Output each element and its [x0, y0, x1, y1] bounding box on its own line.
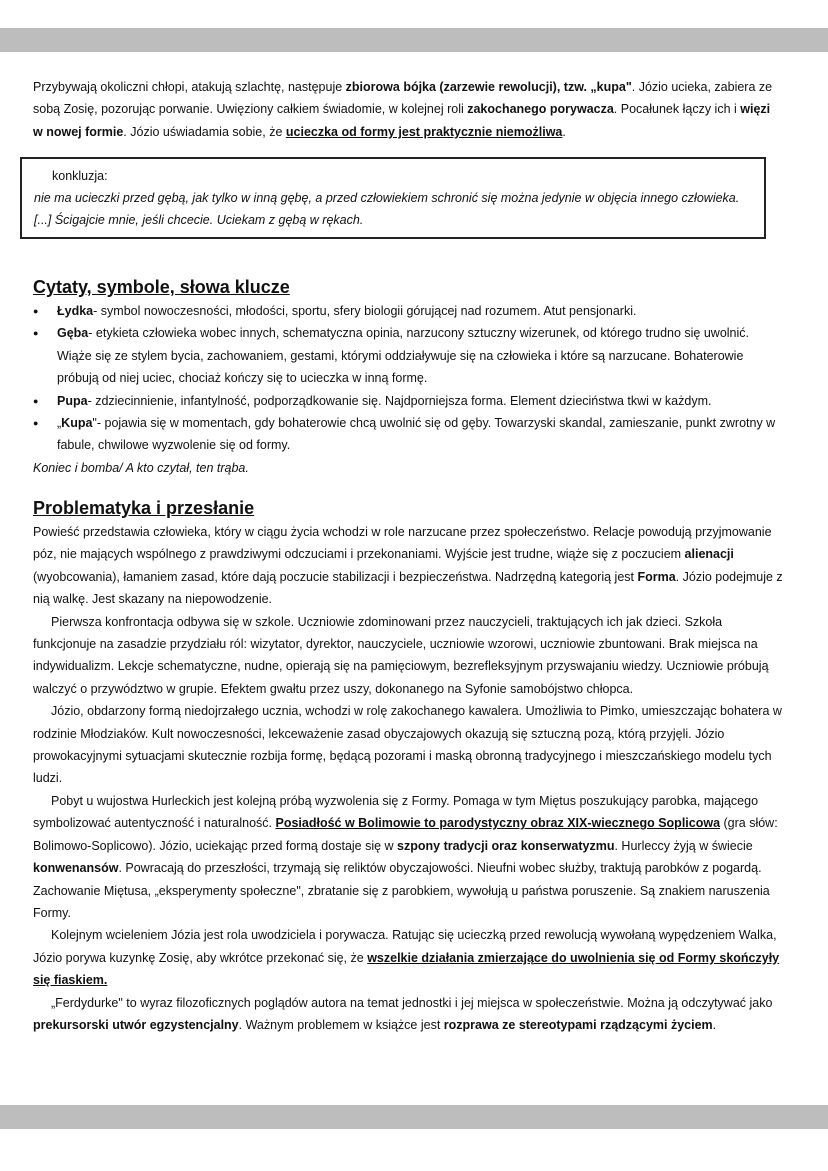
list-item — [33, 322, 783, 389]
paragraph — [33, 924, 783, 991]
intro-paragraph — [33, 76, 783, 143]
header-bar — [0, 28, 828, 52]
text: (wyobcowania), łamaniem zasad, które dają poczucie stabilizacji i bezpieczeństwa. Nadrzędną kategorią jest — [33, 569, 638, 584]
text: Kolejnym wcieleniem Józia jest rola uwodziciela i porywacza. Ratując się ucieczką przed rewolucją wywołaną wypędzeniem Walka, Józio porywa kuzynkę Zosię, aby wkrótce przekonać się, że — [33, 928, 777, 965]
bold-text: Forma — [637, 569, 676, 584]
conclusion-heading: konkluzja: — [52, 169, 108, 183]
term: Pupa — [57, 393, 88, 408]
text: Pobyt u wujostwa Hurleckich jest kolejną próbą wyzwolenia się z Formy. Pomaga w tym Miętus poszukujący parobka, mającego symbolizować autentyczność i naturalność. — [33, 793, 759, 831]
bold-text: rozprawa ze stereotypami rządzącymi życiem — [443, 1017, 713, 1032]
bold-text: zakochanego porywacza — [467, 102, 614, 117]
definition: - zdziecinnienie, infantylność, podporządkowanie się. Najdporniejsza forma. Element dzieciństwa tkwi w każdym. — [87, 393, 712, 408]
quote-mark: „ — [57, 416, 62, 431]
section-title-problems: Problematyka i przesłanie — [33, 498, 255, 518]
underlined-text: ucieczka od formy jest praktycznie niemożliwa — [285, 124, 563, 139]
definition: "- pojawia się w momentach, gdy bohaterowie chcą uwolnić się od gęby. Towarzyski skandal, zamieszanie, punkt zwrotny w fabule, chwilowe wyzwolenie się od formy. — [57, 416, 776, 453]
term: Gęba — [57, 326, 89, 341]
term: Kupa — [61, 416, 93, 431]
text: (gra słów: Bolimowo-Soplicowo). Józio, uciekając przed formą dostaje się w — [33, 816, 778, 853]
bold-text: prekursorski utwór egzystencjalny — [33, 1017, 239, 1032]
paragraph: Pierwsza konfrontacja odbywa się w szkole. Uczniowie zdominowani przez nauczycieli, traktujących ich jak dzieci. Szkoła funkcjonuje na zasadzie przydziału ról: wizytator, dyrektor, nauczyciele, uczniowie wzorowi, uczniowie zbuntowani. Brak miejsca na indywidualizm. Lekcje schematyczne, nudne, opierają się na pamięciowym, bezrefleksyjnym przyswajaniu wiedzy. Uczniowie próbują walczyć o przywództwo w grupie. Efektem gwałtu przez uszy, dokonanego na Syfonie samobójstwo chłopca. — [33, 614, 769, 696]
bold-text: alienacji — [684, 547, 734, 562]
conclusion-quote: nie ma ucieczki przed gębą, jak tylko w inną gębę, a przed człowiekiem schronić się można jedynie w objęcia innego człowieka. [...] Ścigajcie mnie, jeśli chcecie. Uciekam z gębą w rękach. — [34, 191, 740, 227]
section-title-symbols: Cytaty, symbole, słowa klucze — [33, 277, 290, 297]
text: . — [712, 1017, 717, 1032]
text: Przybywają okoliczni chłopi, atakują szlachtę, następuje — [33, 80, 346, 94]
text: . Józio ucieka, zabiera ze sobą Zosię, pozorując porwanie. Uwięziony całkiem świadomie, w kolejnej roli — [33, 80, 773, 117]
underlined-text: wszelkie działania zmierzające do uwolnienia się od Formy skończyły się fiaskiem. — [33, 950, 780, 988]
definition: - symbol nowoczesności, młodości, sportu, sfery biologii górującej nad rozumem. Atut pensjonarki. — [93, 304, 637, 318]
paragraph — [33, 521, 783, 611]
list-item — [33, 412, 783, 457]
bold-text: zbiorowa bójka (zarzewie rewolucji), tzw. „kupa" — [345, 80, 632, 94]
text: . Józio podejmuje z nią walkę. Jest skazany na niepowodzenie. — [33, 569, 783, 607]
text: Powieść przedstawia człowieka, który w ciągu życia wchodzi w role narzucane przez społeczeństwo. Relacje powodują przyjmowanie póz, nie mających wspólnego z prawdziwymi odczuciami i przekonaniami. Wyjście jest trudne, wiąże się z poczuciem — [33, 525, 772, 562]
underlined-text: Posiadłość w Bolimowie to parodystyczny obraz XIX-wiecznego Soplicowa — [275, 816, 721, 831]
paragraph: Józio, obdarzony formą niedojrzałego ucznia, wchodzi w rolę zakochanego kawalera. Umożliwia to Pimko, umieszczając bohatera w rodzinie Młodziaków. Kult nowoczesności, lekceważenie zasad obyczajowych okazują się sztuczną pozą, którą przyjęli. Józio prowokacyjnymi sytuacjami skutecznie rozbija formę, będącą pozorami i maską obronną tradycyjnego i mieszczańskiego modelu tych ludzi. — [33, 704, 782, 786]
list-item — [33, 300, 783, 322]
text: „Ferdydurke" to wyraz filozoficznych poglądów autora na temat jednostki i jej miejsca w społeczeństwie. Można ją odczytywać jako — [51, 995, 773, 1010]
symbols-list — [33, 300, 783, 457]
bold-text: więzi w nowej formie — [33, 102, 771, 139]
bold-text: konwenansów — [33, 861, 119, 876]
bold-text: szpony tradycji oraz konserwatyzmu — [397, 838, 615, 853]
paragraph — [33, 790, 783, 924]
text: . Ważnym problemem w książce jest — [238, 1017, 444, 1032]
term: Łydka — [57, 304, 94, 318]
symbols-quote: Koniec i bomba/ A kto czytał, ten trąba. — [33, 460, 249, 475]
definition: - etykieta człowieka wobec innych, schematyczna opinia, narzucony sztuczny wizerunek, od którego trudno się uwolnić. Wiąże się ze stylem bycia, zachowaniem, gestami, którymi oddziaływuje się na człowieka i które są narzucane. Bohaterowie próbują od niej uciec, chociaż kończy się to ucieczka w inną formę. — [57, 326, 750, 386]
text: . Pocałunek łączy ich i — [613, 102, 741, 117]
symbols-section — [33, 274, 783, 479]
footer-bar — [0, 1105, 828, 1129]
text: . Powracają do przeszłości, trzymają się reliktów obyczajowości. Nieufni wobec służby, traktują parobków z pogardą. Zachowanie Miętusa, „eksperymenty społeczne", zbratanie się z parobkiem, wywołują u państwa poruszenie. Są znakiem naruszenia Formy. — [33, 861, 770, 920]
conclusion-box — [20, 157, 766, 239]
text: . Hurleccy żyją w świecie — [614, 838, 753, 853]
paragraph — [33, 992, 783, 1037]
list-item — [33, 390, 783, 412]
problems-section — [33, 495, 783, 1036]
text: . Józio uświadamia sobie, że — [123, 124, 286, 139]
text: . — [562, 124, 566, 139]
